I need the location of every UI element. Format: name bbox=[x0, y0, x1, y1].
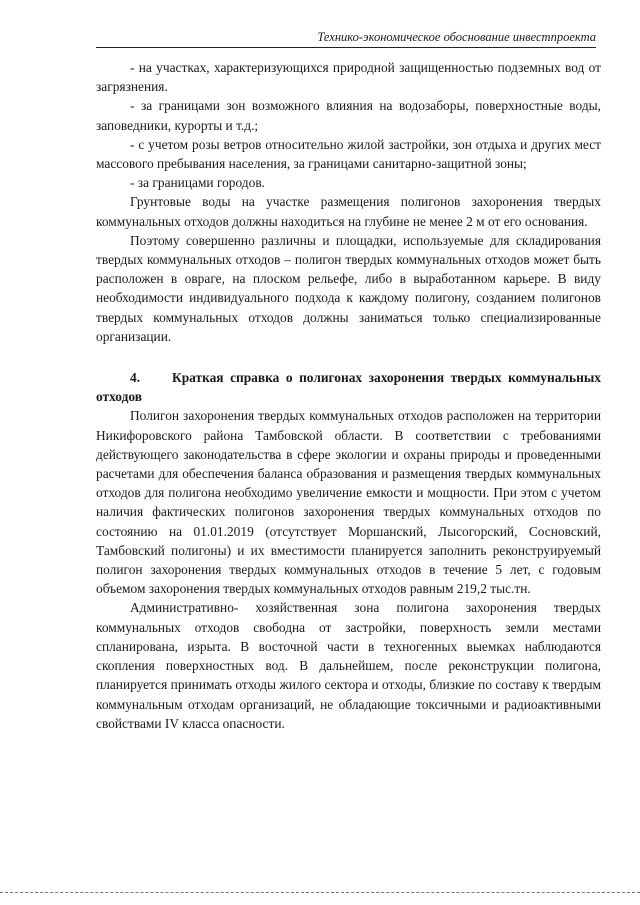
body-paragraph: Грунтовые воды на участке размещения полигонов захоронения твердых коммунальных отходов должны находиться на глубине не менее 2 м от его основания. bbox=[96, 194, 601, 229]
page-header bbox=[96, 30, 596, 48]
list-item: - с учетом розы ветров относительно жилой застройки, зон отдыха и других мест массового пребывания населения, за границами санитарно-защитной зоны; bbox=[96, 136, 601, 172]
list-item: - на участках, характеризующихся природной защищенностью подземных вод от загрязнения. bbox=[96, 60, 601, 95]
body-paragraph: Полигон захоронения твердых коммунальных отходов расположен на территории Никифоровского района Тамбовской области. В соответствии с требованиями действующего законодательства в сфере экологии и охраны природы и проведенными расчетами для обеспечения баланса образования и размещения твердых коммунальных отходов для полигона необходимо увеличение емкости и мощности. При этом с учетом наличия фактических полигонов захоронения твердых коммунальных отходов по состоянию на 01.01.2019 (отсутствует Моршанский, Лысогорский, Сосновский, Тамбовский полигоны) и их вместимости планируется заполнить реконструируемый полигон захоронения твердых коммунальных отходов в течение 5 лет, с годовым объемом захоронения твердых коммунальных отходов равным 219,2 тыс.тн. bbox=[96, 408, 601, 597]
list-item: - за границами зон возможного влияния на водозаборы, поверхностные воды, заповедники, курорты и т.д.; bbox=[96, 98, 601, 133]
section-title: Краткая справка о полигонах захоронения твердых коммунальных отходов bbox=[96, 370, 601, 405]
header-title: Технико-экономическое обоснование инвестпроекта bbox=[317, 30, 596, 44]
body-paragraph: Поэтому совершенно различны и площадки, используемые для складирования твердых коммунальных отходов – полигон твердых коммунальных отходов может быть расположен в овраге, на плоском рельефе, либо в выработанном карьере. В виду необходимости индивидуального подхода к каждому полигону, созданием полигонов твердых коммунальных отходов должны заниматься только специализированные организации. bbox=[96, 232, 601, 344]
list-item: - за границами городов. bbox=[130, 175, 265, 191]
footer-divider bbox=[0, 892, 640, 893]
section-heading bbox=[96, 368, 601, 406]
body-paragraph: Административно- хозяйственная зона полигона захоронения твердых коммунальных отходов свободна от застройки, поверхность земли местами спланирована, изрыта. В восточной части в техногенных выемках наблюдаются скопления поверхностных вод. В дальнейшем, после реконструкции полигона, планируется принимать отходы жилого сектора и отходы, близкие по составу к твердым коммунальным отходам организаций, не обладающие токсичными и радиоактивными свойствами IV класса опасности. bbox=[96, 600, 601, 731]
document-body bbox=[96, 58, 601, 733]
section-number: 4. bbox=[130, 370, 141, 386]
